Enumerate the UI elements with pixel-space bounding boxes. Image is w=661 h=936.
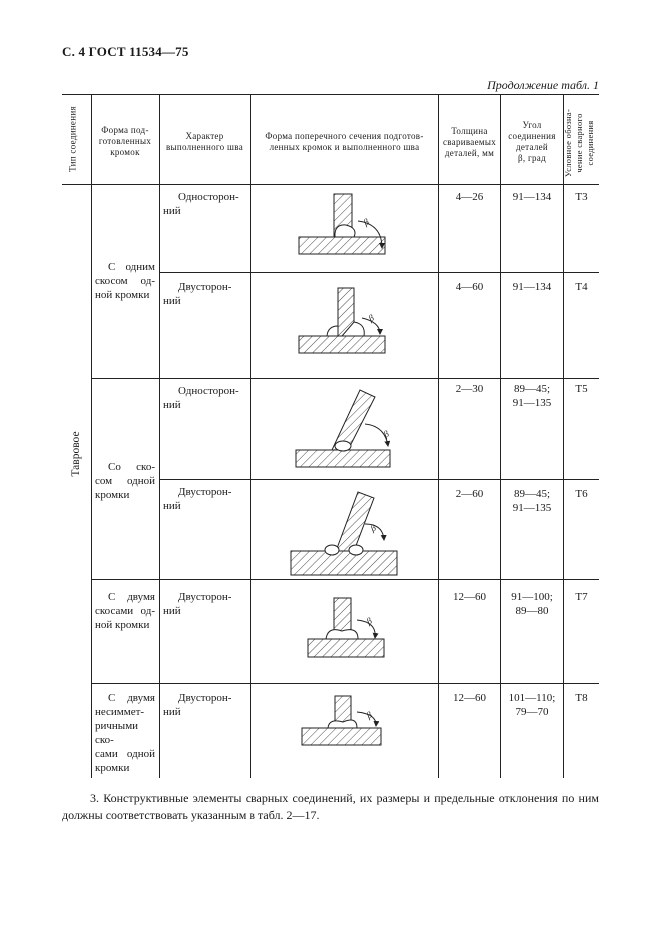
angle-line: 91—135 [512, 502, 552, 514]
edge-form-line: несиммет- [95, 706, 145, 718]
thickness-t3: 4—26 [455, 191, 484, 203]
weld-line: ний [163, 205, 181, 217]
header-cross-section: Форма поперечного сечения подготов- ленных кромок и выполненного шва [265, 131, 424, 152]
edge-form-line: кромки [95, 489, 130, 501]
edge-form-line: сом одной [95, 475, 155, 487]
cross-section-drawing-t3 [299, 194, 385, 254]
weld-line: Двусторон- [178, 692, 232, 704]
angle-t4 [501, 280, 563, 294]
angle-line: 79—70 [515, 706, 549, 718]
cross-section-drawing-t7 [308, 598, 384, 657]
weld-line: Односторон- [178, 385, 239, 397]
weld-character-t8 [163, 691, 245, 719]
weld-line: Двусторон- [178, 591, 232, 603]
edge-form-line: скосами од- [95, 605, 155, 617]
angle-line: 101—110; [508, 692, 556, 704]
edge-form-line: ной кромки [95, 619, 150, 631]
header-weld-character: Характер выполненного шва [165, 131, 243, 152]
edge-form-line: ной кромки [95, 289, 150, 301]
header-edge-form: Форма под- готовленных кромок [98, 125, 152, 157]
edge-form-line: Со ско- [108, 461, 155, 473]
angle-t6 [501, 487, 563, 515]
angle-line: 89—45; [513, 488, 551, 500]
edge-form-line: сами одной [95, 748, 155, 760]
designation-t5: Т5 [575, 383, 588, 395]
weld-character-t4 [163, 280, 245, 308]
beta-label: β [381, 428, 391, 440]
weld-line: Двусторон- [178, 281, 232, 293]
beta-label: β [366, 312, 376, 324]
beta-label: β [364, 615, 374, 627]
weld-character-t3 [163, 190, 245, 218]
thickness-t6: 2—60 [455, 488, 484, 500]
thickness-t4: 4—60 [455, 281, 484, 293]
angle-line: 91—134 [512, 191, 552, 203]
edge-form-line: скосом од- [95, 275, 155, 287]
page-header: С. 4 ГОСТ 11534—75 [62, 44, 189, 59]
edge-form-line: С двумя [108, 591, 155, 603]
angle-t3 [501, 190, 563, 204]
designation-t4: Т4 [575, 281, 588, 293]
weld-line: Односторон- [178, 191, 239, 203]
thickness-t8: 12—60 [453, 692, 486, 704]
weld-character-t7 [163, 590, 245, 618]
angle-line: 91—135 [512, 397, 552, 409]
angle-line: 91—100; [511, 591, 553, 603]
table-continuation-label: Продолжение табл. 1 [487, 78, 599, 92]
edge-form-line: кромки [95, 762, 130, 774]
designation-t3: Т3 [575, 191, 588, 203]
weld-line: ний [163, 295, 181, 307]
footnote-paragraph [62, 790, 599, 824]
angle-line: 91—134 [512, 281, 552, 293]
edge-form-line: С двумя [108, 692, 155, 704]
header-angle: Угол соединения деталей β, град [508, 120, 556, 163]
edge-form-line: ричными ско- [95, 720, 139, 746]
angle-t5 [501, 382, 563, 410]
joint-type-value: Тавровое [70, 431, 82, 477]
header-joint-type: Тип соединения [67, 106, 78, 172]
edge-form-group-4 [95, 691, 155, 775]
designation-t6: Т6 [575, 488, 588, 500]
edge-form-group-1 [95, 260, 155, 302]
weld-line: ний [163, 706, 181, 718]
weld-line: ний [163, 500, 181, 512]
edge-form-line: С одним [108, 261, 155, 273]
beta-label: β [361, 216, 371, 228]
weld-line: ний [163, 399, 181, 411]
footnote-text: 3. Конструктивные элементы сварных соединений, их размеры и предельные отклонения по ним должны соответствовать указанным в табл. 2—17. [62, 791, 599, 822]
weld-line: ний [163, 605, 181, 617]
weld-character-t6 [163, 485, 245, 513]
beta-label: β [368, 522, 378, 534]
angle-line: 89—80 [515, 605, 549, 617]
designation-t7: Т7 [575, 591, 588, 603]
edge-form-group-2 [95, 460, 155, 502]
header-designation: Условное обозна- чение сварного соединения [563, 108, 595, 178]
header-thickness: Толщина свариваемых деталей, мм [442, 126, 497, 158]
thickness-t7: 12—60 [453, 591, 486, 603]
angle-line: 89—45; [513, 383, 551, 395]
edge-form-group-3 [95, 590, 155, 632]
cross-section-drawing-t5 [296, 390, 390, 467]
thickness-t5: 2—30 [455, 383, 484, 395]
weld-line: Двусторон- [178, 486, 232, 498]
cross-section-drawing-t6 [291, 492, 397, 575]
beta-label: β [364, 709, 374, 721]
designation-t8: Т8 [575, 692, 588, 704]
angle-t7 [501, 590, 563, 618]
angle-t8 [501, 691, 563, 719]
weld-character-t5 [163, 384, 245, 412]
